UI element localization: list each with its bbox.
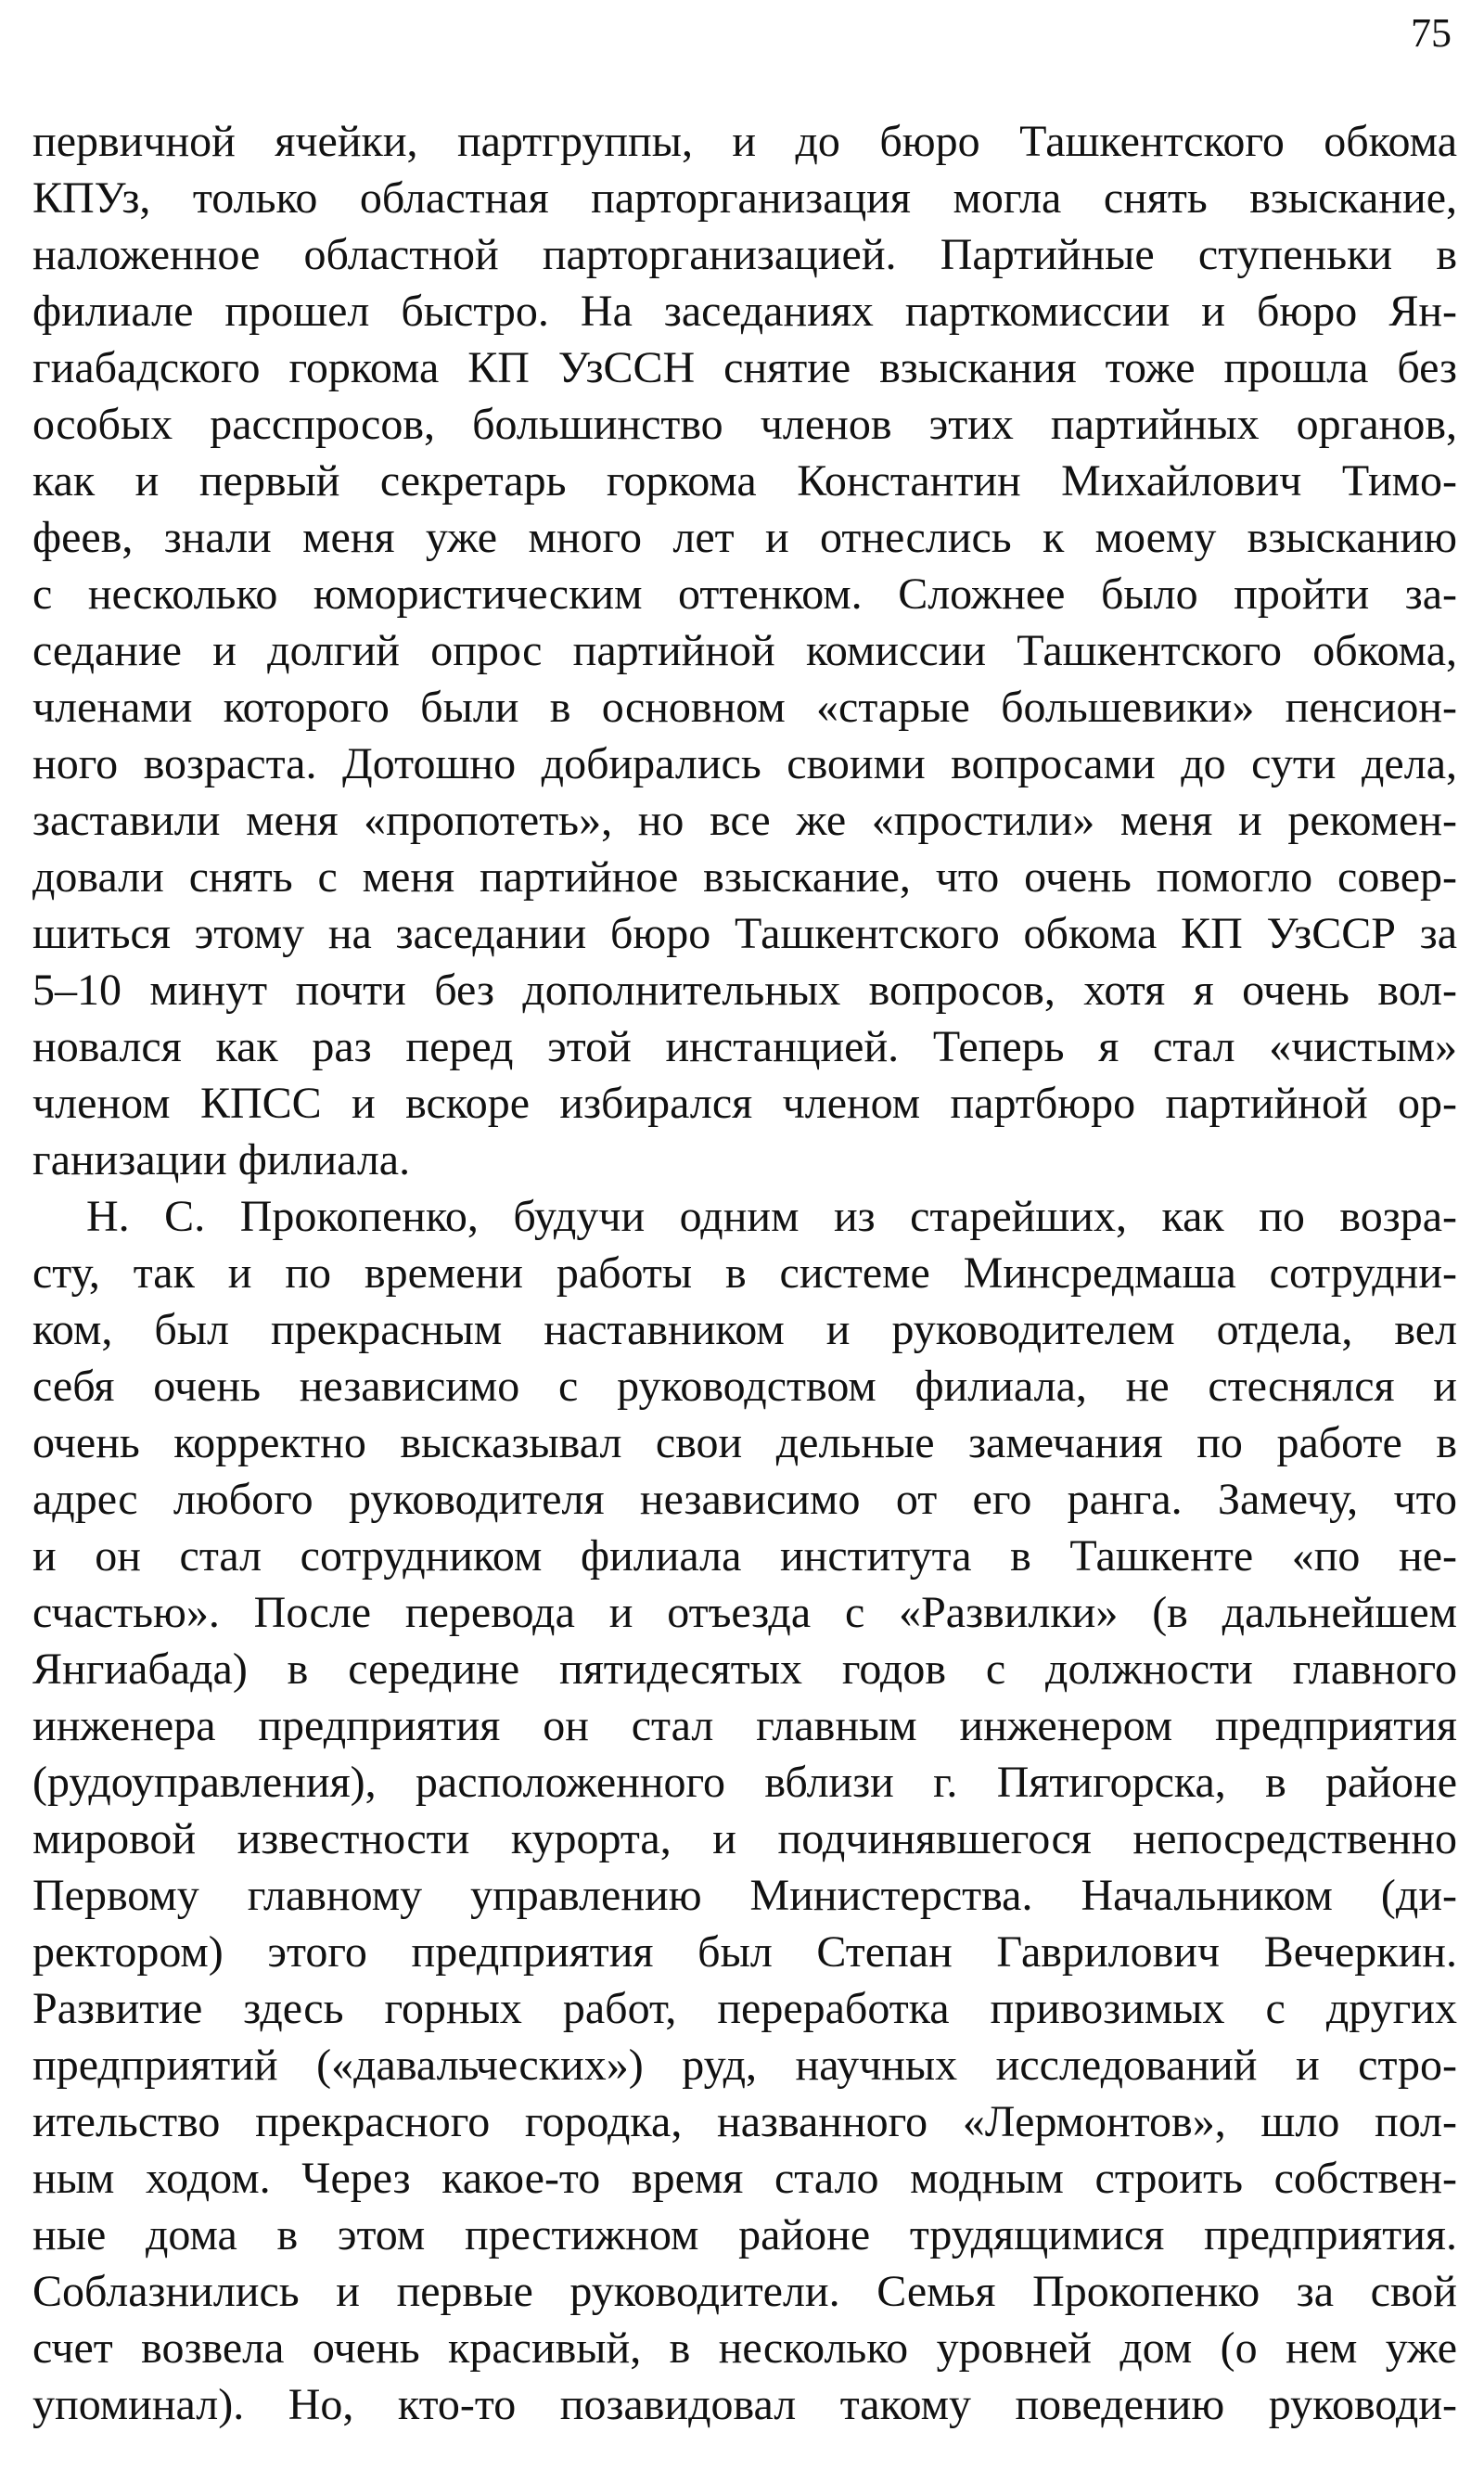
text-line: ного возраста. Дотошно добирались своими вопросами до сути дела, [32,739,1457,788]
text-line: Янгиабада) в середине пятидесятых годов с должности главного [32,1645,1457,1694]
text-line: упоминал). Но, кто-то позавидовал такому поведению руководи- [32,2380,1457,2429]
text-line: 5–10 минут почти без дополнительных вопросов, хотя я очень вол- [32,966,1457,1015]
text-line: адрес любого руководителя независимо от его ранга. Замечу, что [32,1475,1457,1524]
text-line: Развитие здесь горных работ, переработка привозимых с других [32,1984,1457,2033]
text-line: ительство прекрасного городка, названного «Лермонтов», шло пол- [32,2097,1457,2146]
text-line: феев, знали меня уже много лет и отнеслись к моему взысканию [32,513,1457,562]
text-line: заставили меня «пропотеть», но все же «простили» меня и рекомен- [32,796,1457,845]
text-line: Н. С. Прокопенко, будучи одним из старейших, как по возра- [86,1192,1457,1241]
text-line: КПУз, только областная парторганизация могла снять взыскание, [32,173,1457,223]
text-line: и он стал сотрудником филиала института в Ташкенте «по не- [32,1531,1457,1581]
text-line: инженера предприятия он стал главным инженером предприятия [32,1701,1457,1750]
page-number: 75 [1411,10,1452,56]
text-line: шиться этому на заседании бюро Ташкентского обкома КП УзССР за [32,909,1457,958]
text-line: первичной ячейки, партгруппы, и до бюро Ташкентского обкома [32,117,1457,166]
text-line: счет возвела очень красивый, в несколько уровней дом (о нем уже [32,2323,1457,2373]
text-line: очень корректно высказывал свои дельные замечания по работе в [32,1418,1457,1467]
text-line: Первому главному управлению Министерства. Начальником (ди- [32,1871,1457,1920]
text-line: ным ходом. Через какое-то время стало модным строить собствен- [32,2154,1457,2203]
text-line: счастью». После перевода и отъезда с «Развилки» (в дальнейшем [32,1588,1457,1637]
text-line: (рудоуправления), расположенного вблизи г. Пятигорска, в районе [32,1758,1457,1807]
text-line: ректором) этого предприятия был Степан Гаврилович Вечеркин. [32,1927,1457,1977]
text-line: членами которого были в основном «старые большевики» пенсион- [32,683,1457,732]
text-line: с несколько юмористическим оттенком. Сложнее было пройти за- [32,570,1457,619]
text-line: новался как раз перед этой инстанцией. Теперь я стал «чистым» [32,1022,1457,1071]
body-text [32,113,1457,2433]
text-line: седание и долгий опрос партийной комиссии Ташкентского обкома, [32,626,1457,675]
text-line: филиале прошел быстро. На заседаниях парткомиссии и бюро Ян- [32,287,1457,336]
text-line: членом КПСС и вскоре избирался членом партбюро партийной ор- [32,1079,1457,1128]
paragraph-1 [32,113,1457,1188]
text-line: особых расспросов, большинство членов этих партийных органов, [32,400,1457,449]
text-line: ком, был прекрасным наставником и руководителем отдела, вел [32,1305,1457,1354]
text-line: как и первый секретарь горкома Константин Михайлович Тимо- [32,456,1457,506]
text-line: ные дома в этом престижном районе трудящимися предприятия. [32,2210,1457,2259]
text-line: сту, так и по времени работы в системе Минсредмаша сотрудни- [32,1248,1457,1298]
text-line: наложенное областной парторганизацией. Партийные ступеньки в [32,230,1457,279]
text-line: предприятий («давальческих») руд, научных исследований и стро- [32,2041,1457,2090]
text-line: довали снять с меня партийное взыскание, что очень помогло совер- [32,852,1457,902]
text-line: мировой известности курорта, и подчинявшегося непосредственно [32,1814,1457,1863]
text-line: Соблазнились и первые руководители. Семья Прокопенко за свой [32,2267,1457,2316]
text-line: гиабадского горкома КП УзССН снятие взыскания тоже прошла без [32,343,1457,392]
paragraph-2 [32,1188,1457,2433]
text-line: ганизации филиала. [32,1135,411,1184]
text-line: себя очень независимо с руководством филиала, не стеснялся и [32,1362,1457,1411]
